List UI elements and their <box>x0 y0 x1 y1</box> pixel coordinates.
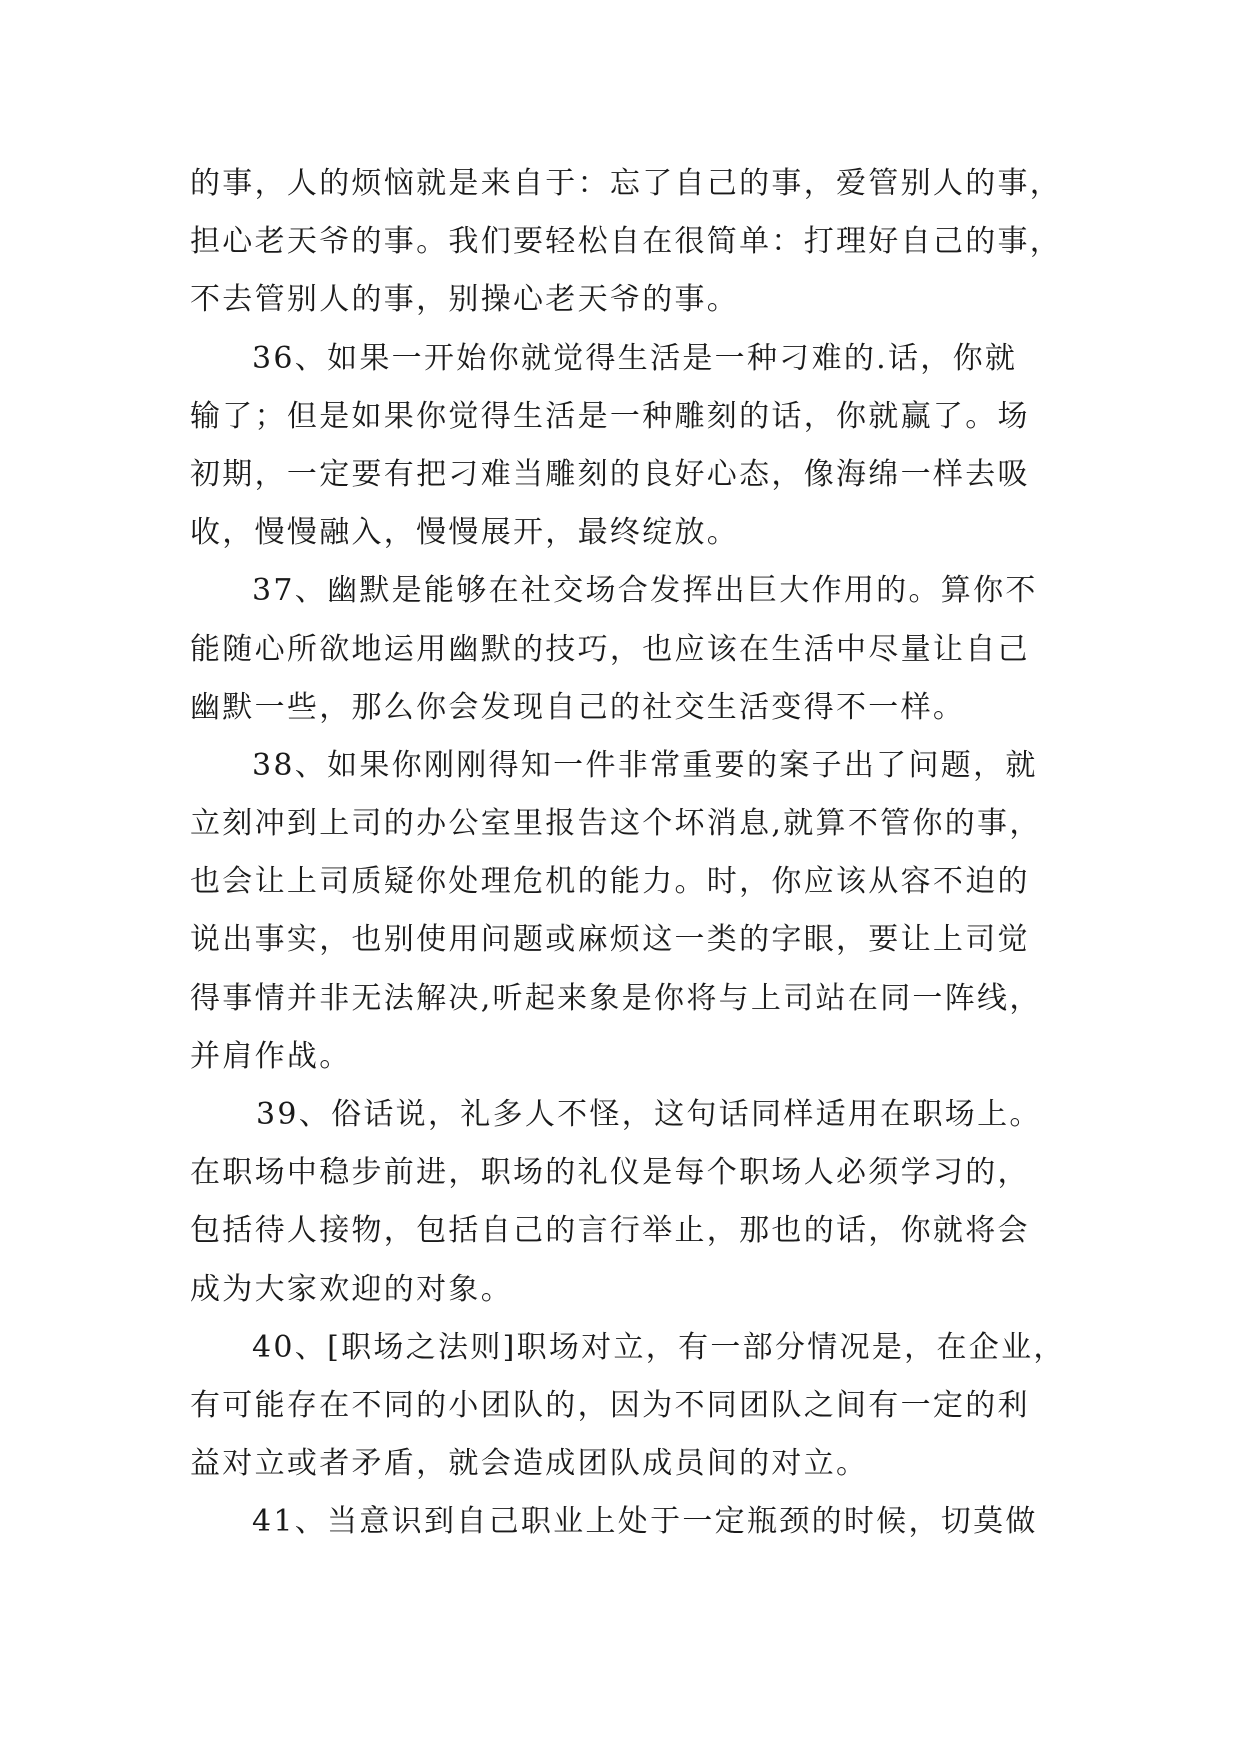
text-line: 能随心所欲地运用幽默的技巧，也应该在生活中尽量让自己 <box>190 631 1030 667</box>
text-line: 不去管别人的事，别操心老天爷的事。 <box>190 282 740 318</box>
document-page <box>190 155 1066 1552</box>
text-line: 立刻冲到上司的办公室里报告这个坏消息,就算不管你的事， <box>190 806 1042 842</box>
text-line: 输了；但是如果你觉得生活是一种雕刻的话，你就赢了。场 <box>190 398 1030 434</box>
text-line: 36、如果一开始你就觉得生活是一种刁难的.话，你就 <box>252 340 1018 376</box>
text-line: 也会让上司质疑你处理危机的能力。时，你应该从容不迫的 <box>190 864 1030 900</box>
text-line: 担心老天爷的事。我们要轻松自在很简单：打理好自己的事， <box>190 224 1063 260</box>
text-line: 在职场中稳步前进，职场的礼仪是每个职场人必须学习的， <box>190 1155 1030 1191</box>
text-line: 包括待人接物，包括自己的言行举止，那也的话，你就将会 <box>190 1213 1030 1249</box>
text-line: 初期，一定要有把刁难当雕刻的良好心态，像海绵一样去吸 <box>190 456 1030 492</box>
text-line: 益对立或者矛盾，就会造成团队成员间的对立。 <box>190 1446 869 1482</box>
text-line: 40、[职场之法则]职场对立，有一部分情况是，在企业， <box>252 1329 1066 1365</box>
text-line: 37、幽默是能够在社交场合发挥出巨大作用的。算你不 <box>252 573 1038 609</box>
text-line: 并肩作战。 <box>190 1038 352 1074</box>
text-line: 成为大家欢迎的对象。 <box>190 1271 513 1307</box>
text-line: 38、如果你刚刚得知一件非常重要的案子出了问题，就 <box>252 747 1038 783</box>
text-line: 39、俗话说，礼多人不怪，这句话同样适用在职场上。 <box>256 1097 1042 1132</box>
text-line: 有可能存在不同的小团队的，因为不同团队之间有一定的利 <box>190 1387 1030 1423</box>
text-line: 幽默一些，那么你会发现自己的社交生活变得不一样。 <box>190 689 966 725</box>
text-line: 41、当意识到自己职业上处于一定瓶颈的时候，切莫做 <box>252 1504 1038 1540</box>
text-line: 说出事实，也别使用问题或麻烦这一类的字眼，要让上司觉 <box>190 922 1030 958</box>
text-line: 得事情并非无法解决,听起来象是你将与上司站在同一阵线， <box>190 980 1042 1016</box>
text-line: 的事，人的烦恼就是来自于：忘了自己的事，爱管别人的事， <box>190 166 1063 201</box>
text-line: 收，慢慢融入，慢慢展开，最终绽放。 <box>190 515 740 551</box>
